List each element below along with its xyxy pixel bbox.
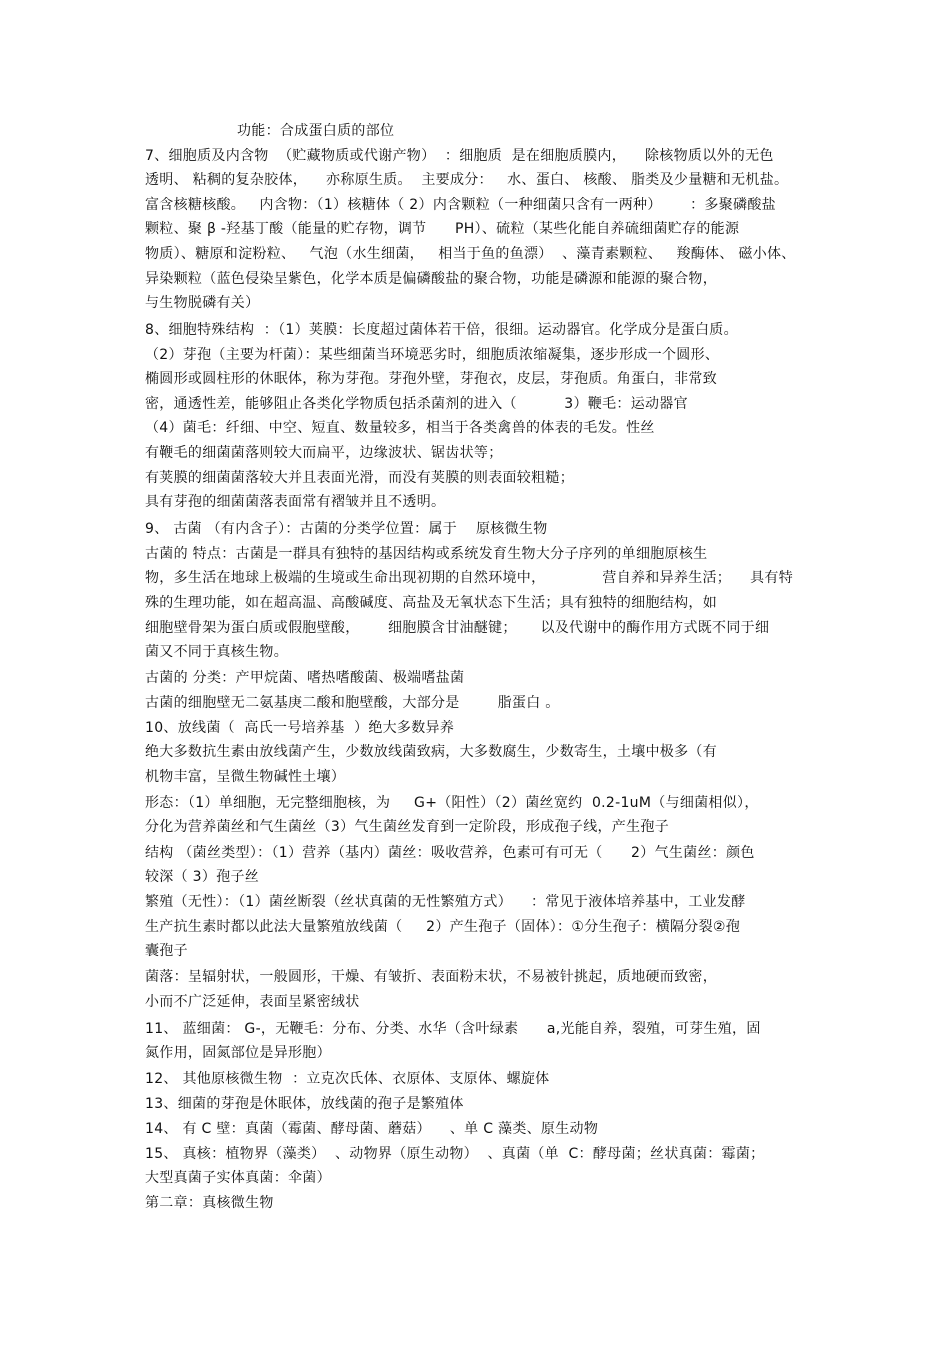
text-line: 生产抗生素时都以此法大量繁殖放线菌（ 2）产生孢子（固体）：①分生孢子：横隔分裂②孢 xyxy=(145,919,741,935)
text-line: 物质）、糖原和淀粉粒、 气泡（水生细菌， 相当于鱼的鱼漂） 、藻青素颗粒、 羧酶体、 磁小体、 xyxy=(145,246,796,262)
text-line: 与生物脱磷有关） xyxy=(145,295,260,311)
text-line: 绝大多数抗生素由放线菌产生，少数放线菌致病，大多数腐生，少数寄生，土壤中极多（有 xyxy=(145,744,717,760)
text-line: 具有芽孢的细菌菌落表面常有褶皱并且不透明。 xyxy=(145,494,446,510)
text-line: 有荚膜的细菌菌落较大并且表面光滑，而没有荚膜的则表面较粗糙； xyxy=(145,470,574,486)
text-line: 10、放线菌（ 高氏一号培养基 ）绝大多数异养 xyxy=(145,720,455,736)
text-line: 小而不广泛延伸，表面呈紧密绒状 xyxy=(145,994,360,1010)
text-line: 14、 有 C 壁：真菌（霉菌、酵母菌、蘑菇） 、单 C 藻类、原生动物 xyxy=(145,1121,599,1137)
text-line: 较深（ 3）孢子丝 xyxy=(145,869,260,885)
text-line: 大型真菌子实体真菌：伞菌） xyxy=(145,1170,331,1186)
text-line: 菌落：呈辐射状，一般圆形，干燥、有皱折、表面粉末状，不易被针挑起，质地硬而致密， xyxy=(145,969,717,985)
text-line: 颗粒、聚 β -羟基丁酸（能量的贮存物，调节 PH）、硫粒（某些化能自养硫细菌贮存的能源 xyxy=(145,221,740,237)
text-line: 9、 古菌 （有内含子）：古菌的分类学位置：属于 原核微生物 xyxy=(145,521,548,537)
text-line: 7、细胞质及内含物 （贮藏物质或代谢产物） ：细胞质 是在细胞质膜内， 除核物质以外的无色 xyxy=(145,148,774,164)
text-line: 结构 （菌丝类型）：（1）营养（基内）菌丝：吸收营养，色素可有可无（ 2）气生菌丝：颜色 xyxy=(145,845,755,861)
text-line: 富含核糖核酸。 内含物：（1）核糖体（ 2）内含颗粒（一种细菌只含有一两种） ：多聚磷酸盐 xyxy=(145,197,776,213)
text-line: （4）菌毛：纤细、中空、短直、数量较多，相当于各类禽兽的体表的毛发。性丝 xyxy=(145,420,655,436)
text-line: 形态：（1）单细胞，无完整细胞核，为 G+（阳性）（2）菌丝宽约 0.2-1uM（与细菌相似）， xyxy=(145,795,759,811)
text-line: 繁殖（无性）：（1）菌丝断裂（丝状真菌的无性繁殖方式） ：常见于液体培养基中，工业发酵 xyxy=(145,894,746,910)
text-line: 古菌的细胞壁无二氨基庚二酸和胞壁酸，大部分是 脂蛋白 。 xyxy=(145,695,560,711)
text-line: 物，多生活在地球上极端的生境或生命出现初期的自然环境中， 营自养和异养生活； 具有特 xyxy=(145,570,793,586)
text-line: 分化为营养菌丝和气生菌丝（3）气生菌丝发育到一定阶段，形成孢子线，产生孢子 xyxy=(145,819,670,835)
text-line: 殊的生理功能，如在超高温、高酸碱度、高盐及无氧状态下生活；具有独特的细胞结构，如 xyxy=(145,595,717,611)
text-line: 15、 真核：植物界（藻类） 、动物界（原生动物） 、真菌（单 C：酵母菌；丝状真菌：霉菌； xyxy=(145,1146,765,1162)
text-line: 异染颗粒（蓝色侵染呈紫色，化学本质是偏磷酸盐的聚合物，功能是磷源和能源的聚合物， xyxy=(145,271,717,287)
text-line: 密，通透性差，能够阻止各类化学物质包括杀菌剂的进入（ 3）鞭毛：运动器官 xyxy=(145,396,688,412)
text-line: 菌又不同于真核生物。 xyxy=(145,644,288,660)
text-line: 13、细菌的芽孢是休眠体，放线菌的孢子是繁殖体 xyxy=(145,1096,464,1112)
text-line: （2）芽孢（主要为杆菌）：某些细菌当环境恶劣时，细胞质浓缩凝集，逐步形成一个圆形、 xyxy=(145,347,720,363)
text-line: 功能：合成蛋白质的部位 xyxy=(237,123,395,139)
text-line: 12、 其他原核微生物 ：立克次氏体、衣原体、支原体、螺旋体 xyxy=(145,1071,550,1087)
text-line: 11、 蓝细菌： G-，无鞭毛：分布、分类、水华（含叶绿素 a,光能自养，裂殖，可芽生殖，固 xyxy=(145,1021,761,1037)
text-line: 8、细胞特殊结构 ：（1）荚膜：长度超过菌体若干倍，很细。运动器官。化学成分是蛋白质。 xyxy=(145,322,738,338)
text-line: 有鞭毛的细菌菌落则较大而扁平，边缘波状、锯齿状等； xyxy=(145,445,503,461)
text-line: 囊孢子 xyxy=(145,943,188,959)
text-line: 机物丰富，呈微生物碱性土壤） xyxy=(145,769,346,785)
text-line: 古菌的 分类：产甲烷菌、嗜热嗜酸菌、极端嗜盐菌 xyxy=(145,670,465,686)
text-line: 氮作用，固氮部位是异形胞） xyxy=(145,1045,331,1061)
text-line: 第二章：真核微生物 xyxy=(145,1195,274,1211)
text-line: 古菌的 特点：古菌是一群具有独特的基因结构或系统发育生物大分子序列的单细胞原核生 xyxy=(145,546,708,562)
text-line: 椭圆形或圆柱形的休眠体，称为芽孢。芽孢外壁，芽孢衣，皮层，芽孢质。角蛋白，非常致 xyxy=(145,371,717,387)
text-line: 透明、 粘稠的复杂胶体， 亦称原生质。 主要成分： 水、蛋白、 核酸、 脂类及少量糖和无机盐。 xyxy=(145,172,789,188)
text-line: 细胞壁骨架为蛋白质或假胞壁酸， 细胞膜含甘油醚键； 以及代谢中的酶作用方式既不同于细 xyxy=(145,620,770,636)
